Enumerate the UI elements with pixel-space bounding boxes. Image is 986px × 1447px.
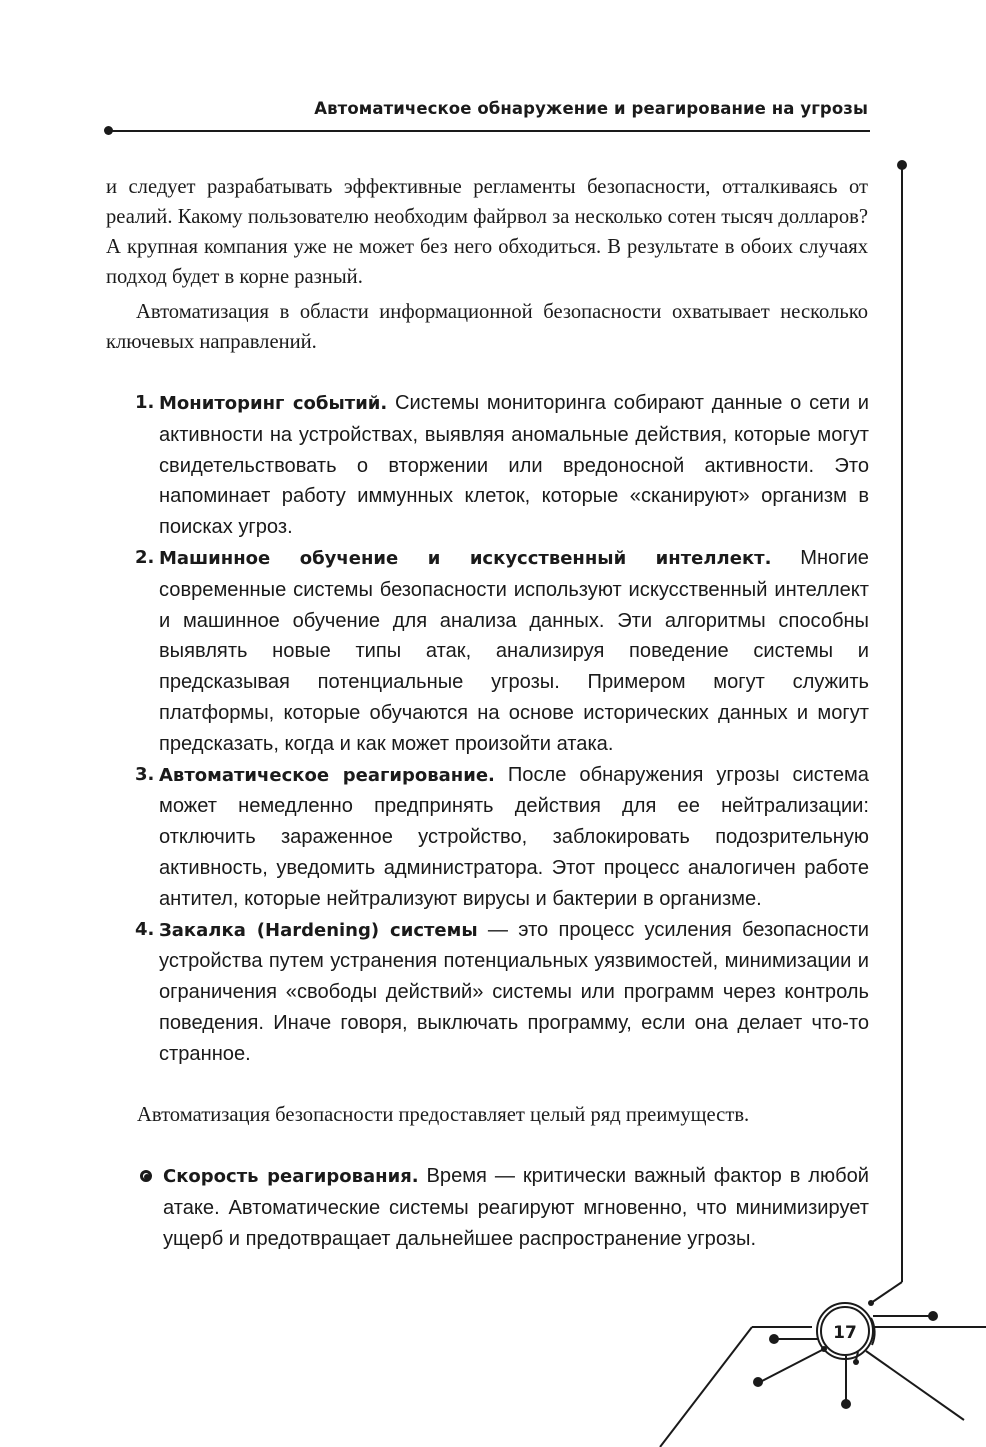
paragraph-continuation: и следует разрабатывать эффективные регламенты безопасности, отталкиваясь от реалий. Какому пользователю необходим файрвол за несколько сотен тысяч долларов? А крупная компания уже не может без него обходиться. В результате в обоих случаях подход будет в корне разный. <box>106 176 868 288</box>
list-item-body: После обнаружения угрозы система может немедленно предпринять действия для ее нейтрализации: отключить зараженное устройство, заблокировать подозрительную активность, уведомить администратора. Этот процесс аналогичен работе антител, которые нейтрализуют вирусы и бактерии в организме. <box>159 763 869 910</box>
list-item-number: 2. <box>135 546 155 568</box>
list-item-term: Закалка (Hardening) системы <box>159 919 478 941</box>
running-title: Автоматическое обнаружение и реагирование на угрозы <box>314 99 868 118</box>
list-item-number: 1. <box>135 392 155 413</box>
list-item-number: 3. <box>135 763 155 785</box>
bullet-item-body: Время — критически важный фактор в любой атаке. Автоматические системы реагируют мгновенно, что минимизирует ущерб и предотвращает дальнейшее распространение угрозы. <box>163 1165 869 1250</box>
list-item-body: Многие современные системы безопасности используют искусственный интеллект и машинное обучение для анализа данных. Эти алгоритмы способны выявлять новые типы атак, анализируя поведение системы и предсказывая потенциальные угрозы. Примером могут служить платформы, которые обучаются на основе исторических данных и могут предсказать, когда и как может произойти атака. <box>159 546 869 755</box>
list-item-body: Системы мониторинга собирают данные о сети и активности на устройствах, выявляя аномальные действия, которые могут свидетельствовать о вторжении или вредоносной активности. Это напоминает работу иммунных клеток, которые «сканируют» организм в поисках угроз. <box>159 392 869 539</box>
page-number: 17 <box>833 1323 857 1343</box>
list-item-term: Автоматическое реагирование. <box>159 764 495 786</box>
paragraph-intro: Автоматизация в области информационной безопасности охватывает несколько ключевых направлений. <box>106 301 868 353</box>
list-item-term: Мониторинг событий. <box>159 393 388 414</box>
list-item-term: Машинное обучение и искусственный интеллект. <box>159 547 772 569</box>
bullet-item-term: Скорость реагирования. <box>163 1166 419 1187</box>
list-item-number: 4. <box>135 918 155 940</box>
list-item-body: — это процесс усиления безопасности устройства путем устранения потенциальных уязвимостей, минимизации и ограничения «свободы действий» системы или программ через контроль поведения. Иначе говоря, выключать программу, если она делает что-то странное. <box>159 918 869 1065</box>
paragraph-benefits-intro: Автоматизация безопасности предоставляет целый ряд преимуществ. <box>137 1104 750 1126</box>
